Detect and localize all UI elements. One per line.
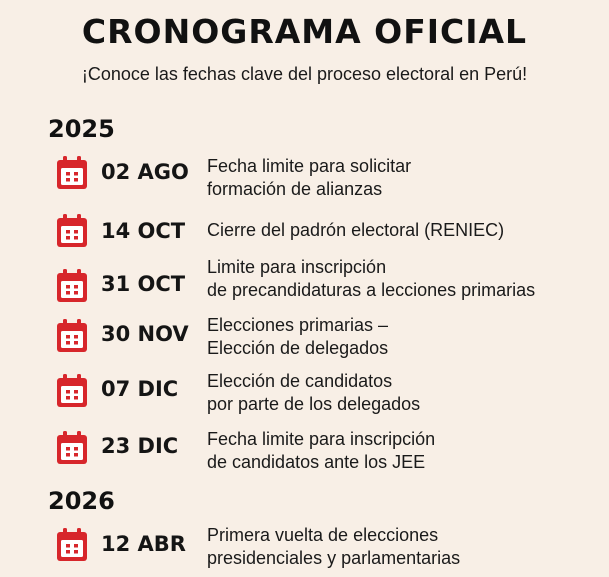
event-description-line: Cierre del padrón electoral (RENIEC) (207, 220, 505, 240)
event-date: 30 NOV (101, 322, 189, 346)
calendar-icon (55, 430, 89, 466)
event-description (207, 256, 607, 302)
event-description-line: presidenciales y parlamentarias (207, 548, 461, 568)
event-item (55, 430, 605, 480)
event-item (55, 373, 605, 423)
event-date: 23 DIC (101, 434, 179, 458)
calendar-icon (55, 213, 89, 249)
event-description (207, 428, 607, 474)
event-date: 07 DIC (101, 377, 179, 401)
year-heading-2026: 2026 (48, 487, 115, 515)
calendar-icon (55, 373, 89, 409)
page-subtitle: ¡Conoce las fechas clave del proceso electoral en Perú! (81, 64, 528, 84)
event-description-line: de precandidaturas a lecciones primarias (207, 280, 536, 300)
event-description-line: formación de alianzas (207, 179, 383, 199)
event-description-line: Limite para inscripción (207, 257, 387, 277)
event-item (55, 257, 605, 318)
event-description (207, 370, 607, 416)
event-description-line: Fecha limite para inscripción (207, 429, 436, 449)
year-heading-2025: 2025 (48, 115, 115, 143)
event-description-line: Elección de delegados (207, 338, 389, 358)
event-date: 14 OCT (101, 219, 186, 243)
event-date: 31 OCT (101, 272, 186, 296)
event-date: 02 AGO (101, 160, 189, 184)
event-description (207, 314, 607, 360)
event-description (207, 155, 607, 201)
page-title: CRONOGRAMA OFICIAL (81, 12, 528, 51)
event-description-line: Fecha limite para solicitar (207, 156, 412, 176)
event-description-line: Elecciones primarias – (207, 315, 389, 335)
event-item (55, 315, 605, 368)
calendar-icon (55, 155, 89, 191)
calendar-icon (55, 527, 89, 563)
event-description (207, 219, 607, 242)
event-description-line: Primera vuelta de elecciones (207, 525, 439, 545)
event-item (55, 155, 605, 205)
event-date: 12 ABR (101, 532, 186, 556)
event-description-line: de candidatos ante los JEE (207, 452, 426, 472)
event-description-line: por parte de los delegados (207, 394, 421, 414)
event-description-line: Elección de candidatos (207, 371, 393, 391)
event-description (207, 524, 607, 570)
calendar-icon (55, 318, 89, 354)
calendar-icon (55, 268, 89, 304)
